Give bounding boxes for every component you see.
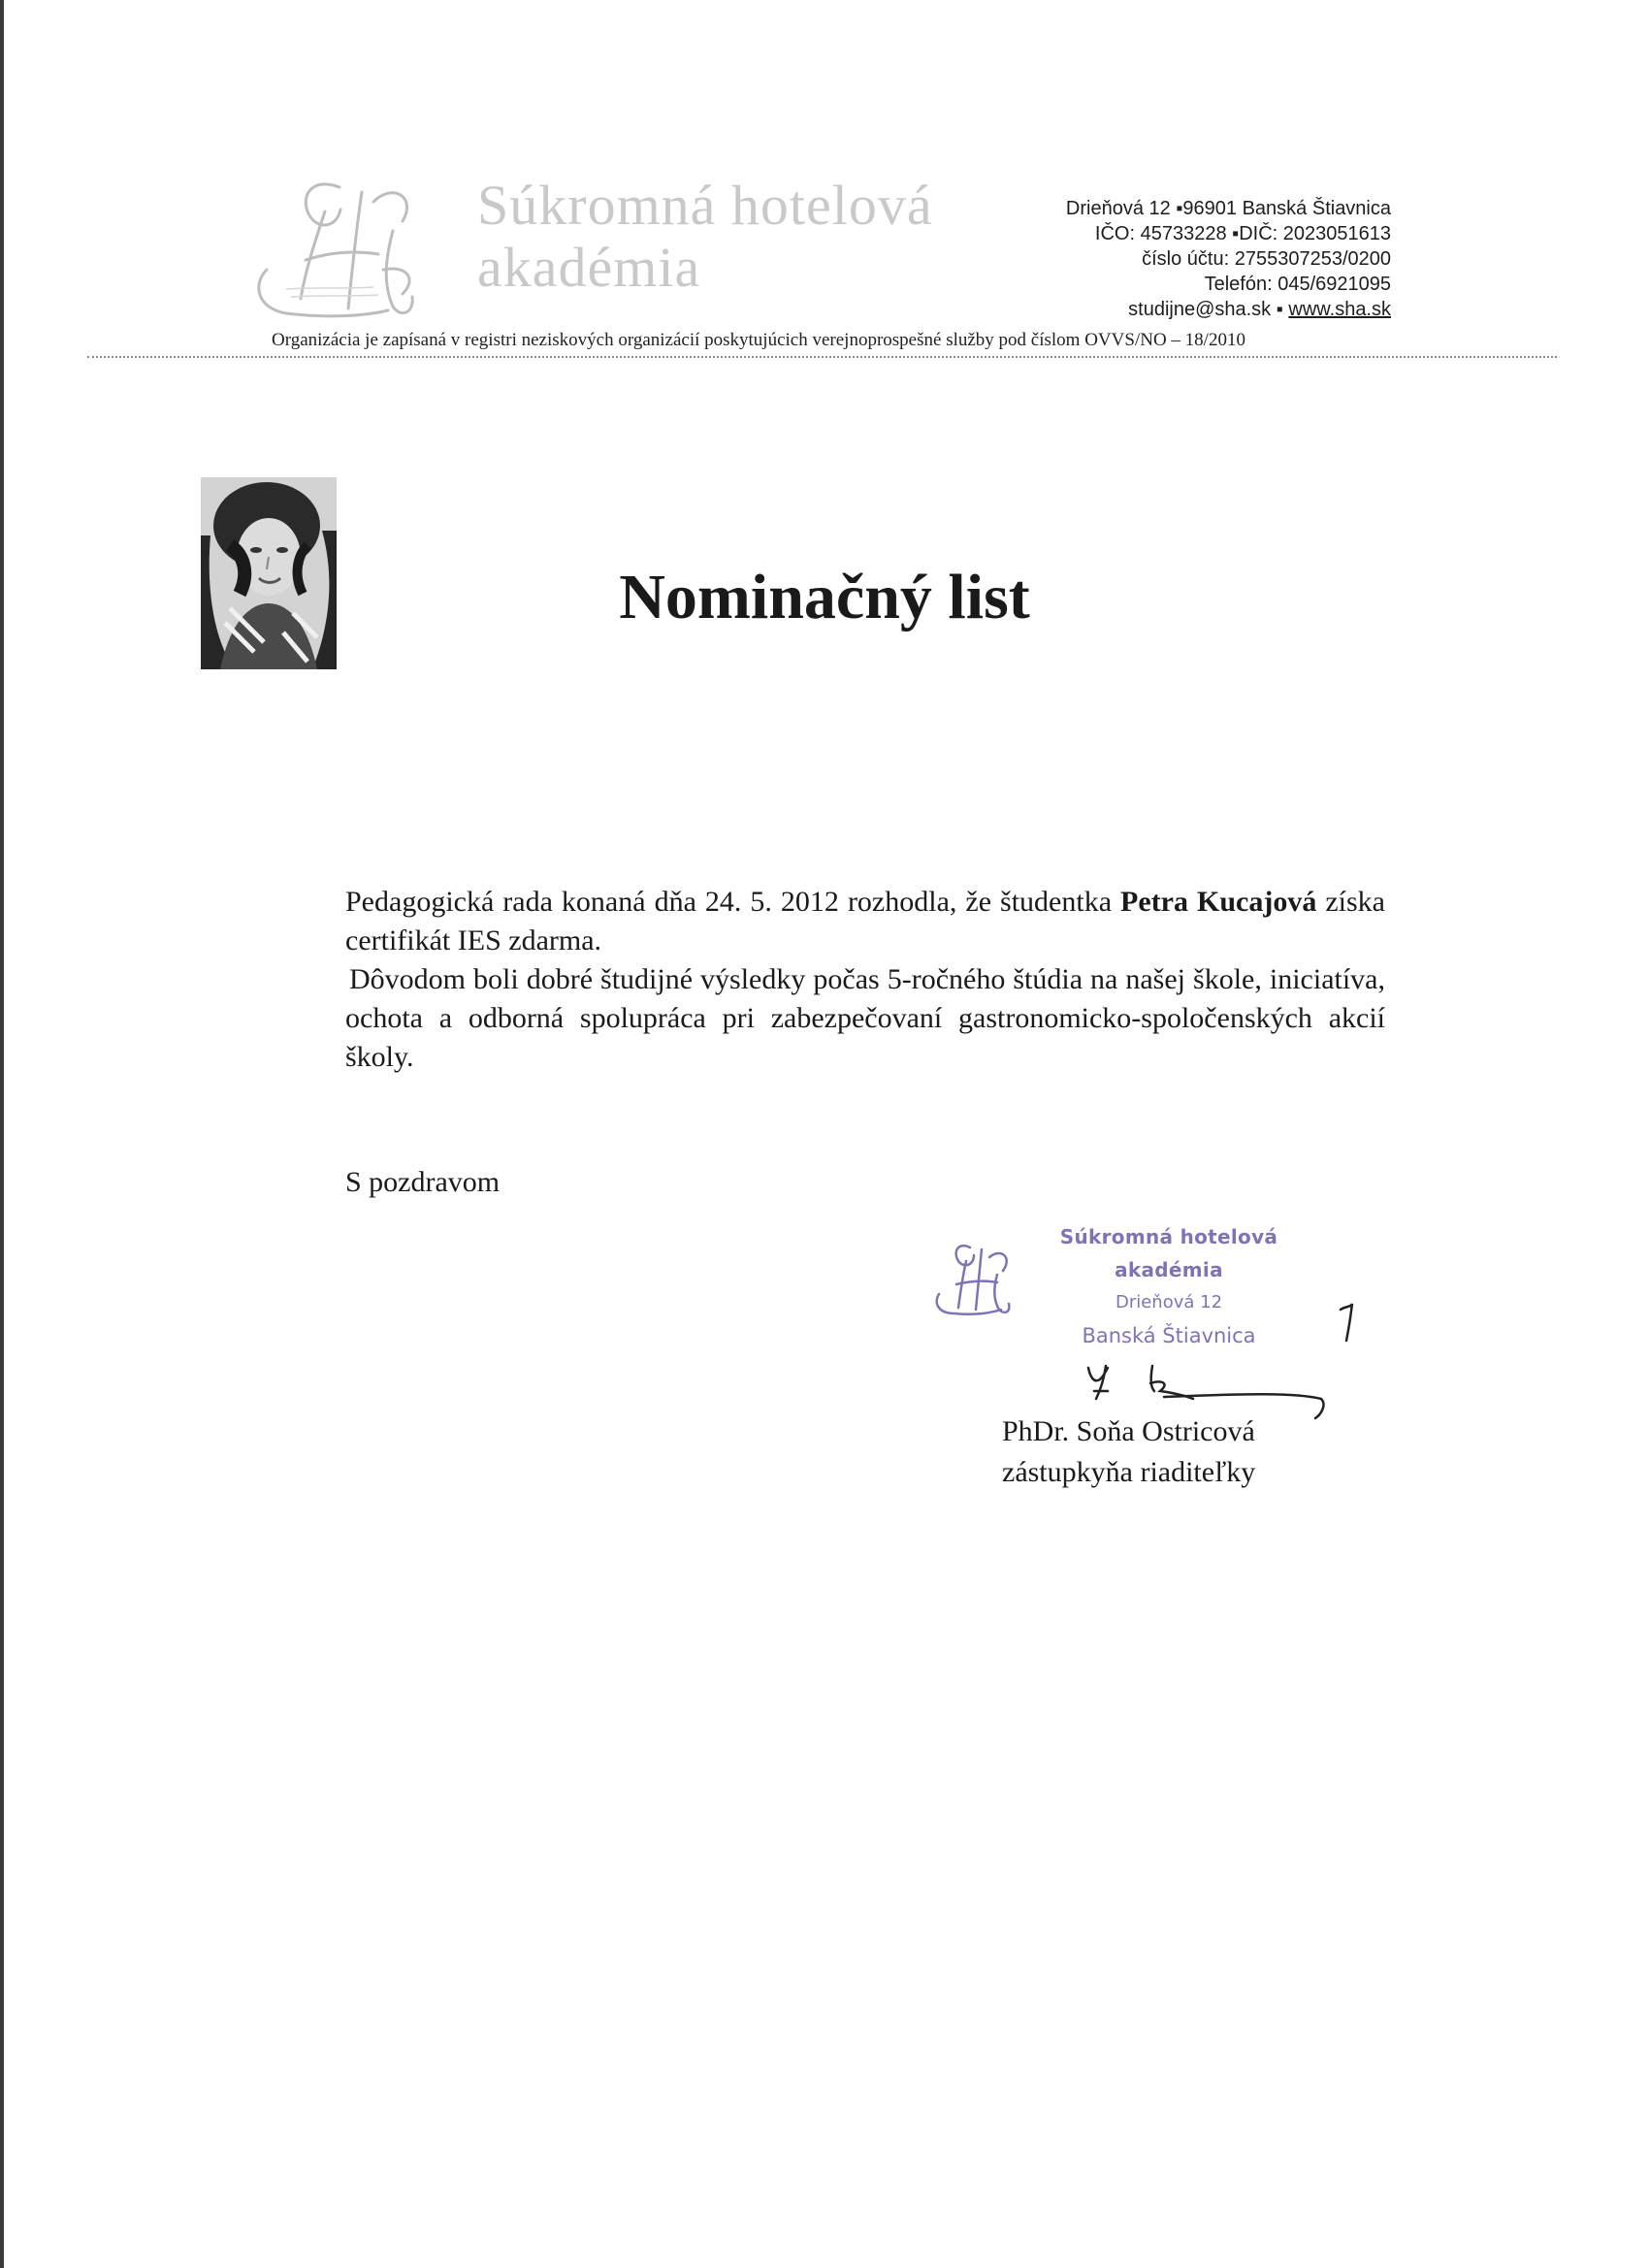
- bank-account: číslo účtu: 2755307253/0200: [1142, 248, 1391, 270]
- stamp-org-name: Súkromná hotelová akadémia: [1059, 1225, 1278, 1281]
- school-logo-icon: [247, 173, 480, 328]
- signer-role: zástupkyňa riaditeľky: [1002, 1456, 1256, 1488]
- paragraph-nomination: Pedagogická rada konaná dňa 24. 5. 2012 rozhodla, že študentka Petra Kucajová získa certifikát IES zdarma.: [345, 886, 1385, 956]
- stamp-city: Banská Štiavnica: [1082, 1324, 1256, 1347]
- phone-number: Telefón: 045/6921095: [1204, 274, 1391, 295]
- company-ids: IČO: 45733228 ▪DIČ: 2023051613: [1094, 223, 1391, 244]
- stamp-street: Drieňová 12: [1115, 1292, 1223, 1312]
- school-name: Súkromná hotelová akadémia: [477, 174, 933, 299]
- registry-note: Organizácia je zapísaná v registri neziskových organizácií poskytujúcich verejnoprospešné služby pod číslom OVVS/NO – 18/2010: [272, 330, 1245, 350]
- email-web-line: [1066, 297, 1391, 322]
- separator-dot: ▪: [1276, 299, 1283, 320]
- document-title: Nominačný list: [619, 562, 1030, 632]
- letter-body: [345, 883, 1385, 1077]
- email-address[interactable]: studijne@sha.sk: [1128, 299, 1272, 320]
- scan-edge: [0, 0, 4, 2268]
- address-line: Drieňová 12 ▪96901 Banská Štiavnica: [1065, 198, 1391, 219]
- greeting: S pozdravom: [345, 1166, 501, 1198]
- contact-block: [1066, 196, 1391, 322]
- student-name: Petra Kucajová: [1120, 886, 1317, 918]
- stamp-logo-icon: [933, 1240, 1030, 1317]
- signer-block: [1002, 1411, 1255, 1493]
- header-divider: [87, 356, 1557, 358]
- website-link[interactable]: www.sha.sk: [1288, 299, 1391, 320]
- paragraph-reason: Dôvodom boli dobré študijné výsledky počas 5-ročného štúdia na našej škole, iniciatíva, ochota a odborná spolupráca pri zabezpečovaní gastronomicko-spoločenských akcií školy.: [345, 963, 1385, 1073]
- handwritten-signature: [1067, 1290, 1387, 1426]
- signer-name: PhDr. Soňa Ostricová: [1002, 1415, 1255, 1447]
